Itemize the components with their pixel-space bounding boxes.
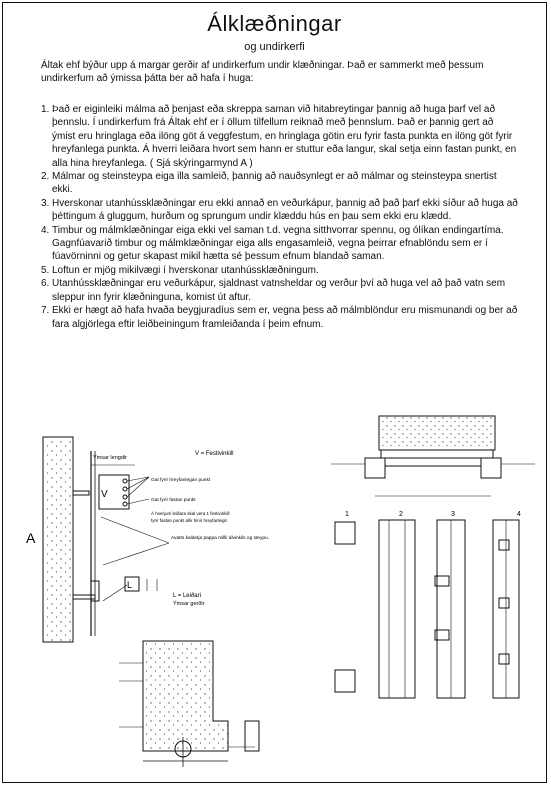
label-v-legend: V = Festivinkill [195,451,234,457]
diagram-a-figure [23,431,323,776]
label-avatts: Avatts kaldetja pappa millli álvinkils og steypu. [171,536,270,541]
list-number: 4. [41,224,50,236]
list-number: 6. [41,278,50,290]
list-item [41,197,519,224]
rail-number-3: 3 [451,511,455,518]
document-page [2,2,547,783]
label-gat-fastan: Gat fyrir fastan punkt [151,498,196,503]
list-item [41,103,519,170]
list-text: Timbur og málmklæðningar eiga ekki vel saman t.d. vegna sitthvorrar spennu, og ólíkan endingartíma. Gagnfúavarið timbur og málmklæðningar eiga alls engasamleið, vegna þeirrar efnablöndu sem er í fúavörninni og getur skapast mikil hætta sé þessum efnum blandað saman. [52,224,504,263]
rail-number-2: 2 [399,511,403,518]
list-text: Það er eiginleiki málma að þenjast eða skreppa saman við hitabreytingar þannig að huga þarf vel að þennslu. Í undirkerfum frá Áltak ehf er í öllum tilfellum reiknað með þennslum. Það er þannig gert að ýmist eru hringlaga eða ilöng göt á veggfestum, en hringlaga götin eru fyrir fasta punkta en ilöng göt fyrir hreyfanlega punkta. Á hverri leiðara hvort sem hann er stuttur eða langur, skal setja einn fastan punkt, en alla hina hreyfanlega. ( Sjá skýringarmynd A ) [52,104,517,169]
concrete-wall [43,437,73,642]
page-title: Álklæðningar [207,11,342,36]
list-number: 7. [41,305,50,317]
list-text: Loftun er mjög mikilvægi í hverskonar utanhússklæðningum. [52,264,319,276]
list-number: 2. [41,171,50,183]
list-text: Ekki er hægt að hafa hvaða beygjuradíus sem er, vegna þess að málmblöndur eru mismunandi og ber að fara algjörlega eftir leiðbeiningum framleiðanda í þeim efnum. [52,305,518,330]
numbered-list [41,103,519,331]
label-note-line2: fyrir fastan punkt allir hinir hreyfanlegir. [151,518,229,523]
list-number: 1. [41,104,50,115]
rail-number-4: 4 [517,511,521,518]
label-l-legend1: L = Leiðari [173,593,201,599]
list-item [41,170,519,197]
label-a: A [26,530,36,546]
list-text: Málmar og steinsteypa eiga illa samleið, þannig að nauðsynlegt er að málmar og steinsteypa snertist ekki. [52,171,497,196]
list-text: Hverskonar utanhússklæðningar eru ekki annað en veðurkápur, þannig að það þarf ekki síður að huga að þéttingum á gluggum, hurðum og sprungum undir klæddu hús en þau sem ekki eru klædd. [52,197,518,223]
list-item [41,224,519,264]
list-text: Utanhússklæðningar eru veðurkápur, sjaldnast vatnsheldar og verður því að huga vel að það vatn sem sleppur inn fyrir klæðninguna, komist út aftur. [52,278,506,303]
label-l-legend2: Ýmsar gerðir [173,601,205,607]
rail-number-1: 1 [345,511,349,518]
label-l: L [127,580,133,590]
list-number: 3. [41,197,50,209]
label-ymsar-lengdir: Ýmsar lengdir [93,455,127,461]
list-item [41,304,519,331]
list-number: 5. [41,264,50,276]
intro-paragraph: Áltak ehf býður upp á margar gerðir af undirkerfum undir klæðningar. Það er sammerkt með þessum undirkerfum að ýmissa þátta ber að hafa í huga: [41,60,484,84]
label-gat-hreyfanlegan: Gat fyrir hreyfanlegan punkt [151,478,211,483]
label-note-line1: Á hverjum leiðara skal vera 1 festivinkill [151,511,230,516]
list-item [41,277,519,304]
diagram-rails-figure [321,408,543,713]
list-item [41,264,519,277]
page-subtitle: og undirkerfi [244,41,305,53]
label-v: V [101,489,108,500]
